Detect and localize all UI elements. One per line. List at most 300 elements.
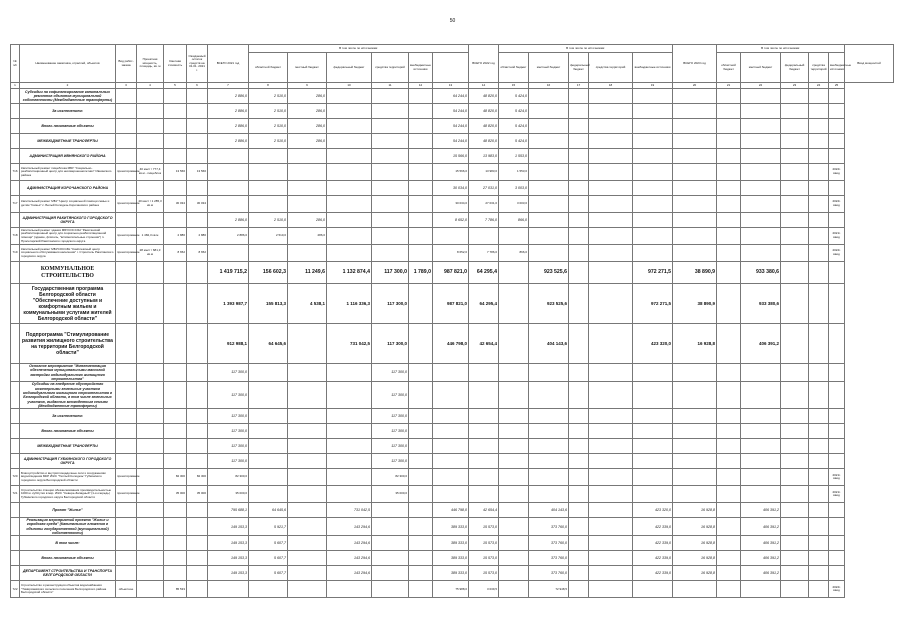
value-cell: [569, 551, 589, 566]
value-cell: [164, 262, 187, 284]
hdr-blank: [433, 53, 469, 83]
hdr-federal: федеральный бюджет: [781, 53, 809, 83]
value-cell: [633, 439, 673, 454]
value-cell: [499, 364, 529, 382]
table-row: [11, 119, 894, 134]
value-cell: [409, 409, 433, 424]
value-cell: [569, 382, 589, 409]
value-cell: [809, 245, 829, 262]
row-name: Благоустройство и внутриплощадочные сети к сооружениям водоотведения МКР ИЖС "Теплый Колодезь" Губкинского городского округа Белгородской области: [20, 469, 116, 486]
row-name: Капитальный ремонт пищеблока МБУ "Социально-реабилитационный центр для несовершеннолетних" Ивнянского района: [20, 164, 116, 181]
value-cell: [717, 382, 741, 409]
value-cell: 38 890,9: [673, 284, 717, 324]
value-cell: [809, 409, 829, 424]
commissioning-cell: [829, 518, 845, 536]
value-cell: [372, 551, 409, 566]
value-cell: [372, 503, 409, 518]
row-name: АДМИНИСТРАЦИЯ ИВНЯНСКОГО РАЙОНА: [20, 149, 116, 164]
hdr-regional: областной бюджет: [499, 53, 529, 83]
value-cell: 35 000: [164, 486, 187, 503]
value-cell: [187, 424, 208, 439]
value-cell: 2 886,0: [208, 89, 249, 104]
table-row: [11, 181, 894, 196]
value-cell: [164, 454, 187, 469]
value-cell: [187, 518, 208, 536]
value-cell: [717, 469, 741, 486]
value-cell: [589, 382, 633, 409]
value-cell: 117 300,0: [208, 439, 249, 454]
table-row: [11, 409, 894, 424]
value-cell: [529, 454, 569, 469]
value-cell: 406 391,2: [741, 536, 781, 551]
table-row: [11, 213, 894, 228]
value-cell: [372, 164, 409, 181]
value-cell: [717, 181, 741, 196]
value-cell: [469, 454, 499, 469]
value-cell: [673, 89, 717, 104]
row-name: Строительство станции обезжелезивания производительностью 1000 м. куб/сутки в мкр. ИЖС "Севере-Западный" (1-я очередь) Губкинского городского округа Белгородской области: [20, 486, 116, 503]
value-cell: [741, 454, 781, 469]
value-cell: [164, 424, 187, 439]
value-cell: [187, 409, 208, 424]
column-number: 6: [187, 83, 208, 89]
value-cell: [249, 581, 288, 598]
row-number: [11, 551, 20, 566]
value-cell: [327, 469, 372, 486]
value-cell: 143 294,6: [327, 551, 372, 566]
value-cell: [327, 149, 372, 164]
value-cell: 422 339,0: [633, 551, 673, 566]
value-cell: [327, 119, 372, 134]
value-cell: [781, 469, 809, 486]
value-cell: 156 602,3: [249, 262, 288, 284]
value-cell: 731 042,5: [327, 324, 372, 364]
value-cell: 972 271,5: [633, 262, 673, 284]
value-cell: 155 813,3: [249, 284, 288, 324]
work-type-cell: [116, 104, 137, 119]
value-cell: 38 890,9: [673, 262, 717, 284]
value-cell: [187, 503, 208, 518]
row-name: АДМИНИСТРАЦИЯ ГУБКИНСКОГО ГОРОДСКОГО ОКРУГА: [20, 454, 116, 469]
value-cell: 85 533: [164, 581, 187, 598]
work-type-cell: [116, 409, 137, 424]
hdr-regional: областной бюджет: [249, 53, 288, 83]
value-cell: 117 300,0: [208, 409, 249, 424]
value-cell: 143 294,6: [327, 518, 372, 536]
value-cell: [208, 149, 249, 164]
value-cell: 972 271,5: [633, 284, 673, 324]
value-cell: [781, 424, 809, 439]
value-cell: 795 688,1: [208, 503, 249, 518]
value-cell: [741, 164, 781, 181]
value-cell: [673, 454, 717, 469]
row-number: [11, 454, 20, 469]
value-cell: 8 652: [187, 245, 208, 262]
value-cell: [741, 439, 781, 454]
value-cell: [327, 581, 372, 598]
column-number: 24: [809, 83, 829, 89]
value-cell: [673, 382, 717, 409]
hdr-federal: федеральный бюджет: [569, 53, 589, 83]
value-cell: [673, 181, 717, 196]
value-cell: 923 525,6: [529, 284, 569, 324]
capacity-cell: [137, 566, 164, 581]
capacity-cell: [137, 454, 164, 469]
value-cell: [569, 134, 589, 149]
value-cell: [741, 424, 781, 439]
hdr-sources-2021: В том числе по источникам:: [249, 45, 469, 53]
value-cell: [809, 104, 829, 119]
value-cell: 406 391,2: [741, 566, 781, 581]
work-type-cell: [116, 454, 137, 469]
value-cell: [589, 454, 633, 469]
value-cell: [288, 486, 327, 503]
value-cell: 5 424,0: [499, 134, 529, 149]
value-cell: [187, 581, 208, 598]
capacity-cell: 28 мест / 681,3 кв.м: [137, 245, 164, 262]
value-cell: [781, 134, 809, 149]
value-cell: [187, 181, 208, 196]
value-cell: [781, 149, 809, 164]
value-cell: 143 294,6: [327, 566, 372, 581]
value-cell: [717, 164, 741, 181]
capacity-cell: [137, 503, 164, 518]
row-name: Вновь начинаемые объекты: [20, 119, 116, 134]
value-cell: [633, 228, 673, 245]
value-cell: [529, 469, 569, 486]
value-cell: [569, 581, 589, 598]
hdr-sources-2022: В том числе по источникам:: [499, 45, 673, 53]
hdr-territory: средства территорий: [809, 53, 829, 83]
value-cell: [717, 454, 741, 469]
value-cell: [249, 364, 288, 382]
value-cell: [717, 245, 741, 262]
value-cell: [433, 469, 469, 486]
table-row: [11, 284, 894, 324]
value-cell: 16 928,8: [673, 324, 717, 364]
value-cell: [633, 454, 673, 469]
commissioning-cell: [829, 324, 845, 364]
row-number: [11, 424, 20, 439]
value-cell: [164, 149, 187, 164]
value-cell: [741, 134, 781, 149]
row-name: Основное мероприятие "Имплементация обеспечения муниципальными массовой застройки индивидуального жилищного строительства": [20, 364, 116, 382]
commissioning-cell: 2021г. ввод: [829, 228, 845, 245]
row-number: 717: [11, 196, 20, 213]
value-cell: [327, 439, 372, 454]
value-cell: [409, 119, 433, 134]
value-cell: [809, 284, 829, 324]
value-cell: [372, 104, 409, 119]
value-cell: 286,0: [288, 228, 327, 245]
row-number: [11, 364, 20, 382]
value-cell: 149 153,3: [208, 518, 249, 536]
value-cell: [633, 469, 673, 486]
value-cell: [327, 382, 372, 409]
value-cell: [409, 228, 433, 245]
value-cell: [409, 536, 433, 551]
value-cell: 5 921,7: [249, 518, 288, 536]
value-cell: [809, 134, 829, 149]
value-cell: [717, 424, 741, 439]
value-cell: [673, 149, 717, 164]
value-cell: 117 300,0: [372, 424, 409, 439]
value-cell: 406 391,2: [741, 324, 781, 364]
row-name: АДМИНИСТРАЦИЯ КОРОЧАНСКОГО РАЙОНА: [20, 181, 116, 196]
value-cell: [569, 181, 589, 196]
capacity-cell: [137, 518, 164, 536]
column-number: 17: [569, 83, 589, 89]
row-name: В том числе:: [20, 536, 116, 551]
value-cell: [741, 149, 781, 164]
row-name: Субсидии на внедрение обустройство инженерными земельных участков индивидуального жилищного строительства в Белгородской области, в том числе земельных участков, выданных многодетным семьям (Межбюджетные трансферты): [20, 382, 116, 409]
row-number: [11, 213, 20, 228]
value-cell: [809, 536, 829, 551]
value-cell: [717, 134, 741, 149]
value-cell: [288, 469, 327, 486]
value-cell: [409, 364, 433, 382]
value-cell: [809, 454, 829, 469]
value-cell: 4 538,1: [288, 284, 327, 324]
work-type-cell: [116, 382, 137, 409]
value-cell: [741, 409, 781, 424]
row-number: [11, 181, 20, 196]
value-cell: 389 333,0: [433, 536, 469, 551]
value-cell: 933 380,6: [741, 262, 781, 284]
value-cell: 446 798,0: [433, 503, 469, 518]
value-cell: [433, 409, 469, 424]
commissioning-cell: [829, 536, 845, 551]
value-cell: [372, 581, 409, 598]
value-cell: [288, 518, 327, 536]
row-name: Субсидии на софинансирование капитальных ремонтов объектов муниципальной собственности (Межбюджетные трансферты): [20, 89, 116, 104]
value-cell: 3 039,5: [469, 581, 499, 598]
value-cell: [327, 228, 372, 245]
row-name: Капитальный ремонт здания МБУСОССЗН "Ракитянский реабилитационный центр для социально-реабилитационной помощи" (здание, флигель, "вспомогательные строения") п. Пролетарский Ракитянского городского округа: [20, 228, 116, 245]
value-cell: [781, 213, 809, 228]
value-cell: [409, 89, 433, 104]
column-number: 22: [741, 83, 781, 89]
value-cell: [589, 439, 633, 454]
table-row: [11, 581, 894, 598]
value-cell: 2 510,0: [249, 134, 288, 149]
value-cell: 406 391,2: [741, 518, 781, 536]
value-cell: 149 153,3: [208, 536, 249, 551]
value-cell: [717, 324, 741, 364]
value-cell: [741, 89, 781, 104]
value-cell: [717, 409, 741, 424]
column-number: 12: [409, 83, 433, 89]
capacity-cell: 40 мест / 1 285,3 кв.м: [137, 196, 164, 213]
value-cell: [569, 89, 589, 104]
value-cell: [741, 119, 781, 134]
value-cell: [409, 486, 433, 503]
value-cell: [781, 364, 809, 382]
value-cell: [673, 213, 717, 228]
value-cell: [809, 566, 829, 581]
value-cell: 389 333,0: [433, 551, 469, 566]
value-cell: [569, 324, 589, 364]
work-type-cell: [116, 89, 137, 104]
value-cell: 143 294,6: [327, 536, 372, 551]
table-row: [11, 518, 894, 536]
value-cell: [633, 149, 673, 164]
value-cell: [569, 536, 589, 551]
value-cell: 2 886,0: [208, 228, 249, 245]
value-cell: [409, 284, 433, 324]
value-cell: 117 300,0: [372, 382, 409, 409]
value-cell: [569, 566, 589, 581]
value-cell: 404 143,6: [529, 324, 569, 364]
value-cell: 2 886: [187, 228, 208, 245]
value-cell: 933 380,6: [741, 284, 781, 324]
value-cell: [249, 424, 288, 439]
value-cell: 48 820,0: [469, 89, 499, 104]
row-name: Капитальный ремонт МБУСОССЗН "Комплексный центр социального обслуживания населения" г. Строитель Ракитянского городского округа: [20, 245, 116, 262]
column-number: 1: [11, 83, 20, 89]
value-cell: [633, 581, 673, 598]
value-cell: [409, 149, 433, 164]
value-cell: [673, 581, 717, 598]
value-cell: [717, 536, 741, 551]
work-type-cell: проектирование: [116, 164, 137, 181]
commissioning-cell: [829, 119, 845, 134]
value-cell: [717, 551, 741, 566]
value-cell: [589, 196, 633, 213]
value-cell: 13 566: [187, 164, 208, 181]
value-cell: 117 300,0: [208, 382, 249, 409]
value-cell: [288, 149, 327, 164]
work-type-cell: [116, 536, 137, 551]
table-row: [11, 503, 894, 518]
capacity-cell: [137, 324, 164, 364]
value-cell: [327, 164, 372, 181]
value-cell: [589, 245, 633, 262]
value-cell: [409, 454, 433, 469]
value-cell: [569, 454, 589, 469]
value-cell: [529, 104, 569, 119]
value-cell: [187, 149, 208, 164]
commissioning-cell: [829, 104, 845, 119]
table-row: [11, 245, 894, 262]
value-cell: [409, 324, 433, 364]
column-number: 16: [529, 83, 569, 89]
value-cell: [499, 382, 529, 409]
value-cell: [499, 262, 529, 284]
value-cell: 30 034: [187, 196, 208, 213]
value-cell: 286,0: [288, 89, 327, 104]
value-cell: [249, 181, 288, 196]
value-cell: [741, 469, 781, 486]
value-cell: [781, 196, 809, 213]
value-cell: [717, 119, 741, 134]
value-cell: [288, 503, 327, 518]
capacity-cell: [137, 262, 164, 284]
value-cell: 373 760,0: [529, 518, 569, 536]
value-cell: [409, 104, 433, 119]
value-cell: [249, 164, 288, 181]
capacity-cell: [137, 469, 164, 486]
value-cell: [717, 486, 741, 503]
hdr-total-2021: ВСЕГО 2021 год: [208, 45, 249, 83]
value-cell: [433, 424, 469, 439]
value-cell: [409, 581, 433, 598]
value-cell: [187, 324, 208, 364]
value-cell: [633, 164, 673, 181]
value-cell: [569, 409, 589, 424]
commissioning-cell: [829, 213, 845, 228]
value-cell: [208, 581, 249, 598]
value-cell: [164, 536, 187, 551]
value-cell: [781, 89, 809, 104]
commissioning-cell: [829, 566, 845, 581]
hdr-total-2022: ВСЕГО 2022 год: [469, 45, 499, 83]
value-cell: [499, 454, 529, 469]
value-cell: [781, 228, 809, 245]
value-cell: [529, 89, 569, 104]
hdr-commissioning: Ввод мощностей: [845, 45, 894, 83]
value-cell: [809, 551, 829, 566]
value-cell: [589, 503, 633, 518]
value-cell: [569, 469, 589, 486]
value-cell: 117 300,0: [208, 454, 249, 469]
value-cell: [529, 196, 569, 213]
row-number: [11, 409, 20, 424]
value-cell: 16 928,8: [673, 536, 717, 551]
commissioning-cell: [829, 454, 845, 469]
value-cell: [372, 245, 409, 262]
value-cell: [409, 245, 433, 262]
value-cell: [288, 536, 327, 551]
column-number: 8: [249, 83, 288, 89]
hdr-total-2023: ВСЕГО 2023 год: [673, 45, 717, 83]
value-cell: [499, 284, 529, 324]
value-cell: [409, 181, 433, 196]
value-cell: [409, 164, 433, 181]
value-cell: [499, 469, 529, 486]
value-cell: 16 928,8: [673, 518, 717, 536]
work-type-cell: проектирование: [116, 486, 137, 503]
value-cell: [781, 409, 809, 424]
value-cell: 117 300,0: [372, 409, 409, 424]
work-type-cell: проектирование: [116, 228, 137, 245]
value-cell: [781, 284, 809, 324]
value-cell: [529, 409, 569, 424]
value-cell: [589, 119, 633, 134]
value-cell: [569, 245, 589, 262]
value-cell: 54 244,0: [433, 119, 469, 134]
value-cell: [249, 245, 288, 262]
table-row: [11, 424, 894, 439]
value-cell: 5 424,0: [499, 89, 529, 104]
value-cell: 406 391,2: [741, 503, 781, 518]
value-cell: [633, 364, 673, 382]
value-cell: [741, 382, 781, 409]
value-cell: [187, 382, 208, 409]
value-cell: [569, 119, 589, 134]
value-cell: [372, 149, 409, 164]
value-cell: 117 300,0: [208, 364, 249, 382]
value-cell: 1 553,0: [499, 164, 529, 181]
value-cell: [187, 119, 208, 134]
value-cell: [469, 424, 499, 439]
value-cell: [633, 196, 673, 213]
value-cell: [499, 536, 529, 551]
row-number: 718: [11, 228, 20, 245]
value-cell: [741, 486, 781, 503]
row-name: КОММУНАЛЬНОЕ СТРОИТЕЛЬСТВО: [20, 262, 116, 284]
row-number: 721: [11, 486, 20, 503]
